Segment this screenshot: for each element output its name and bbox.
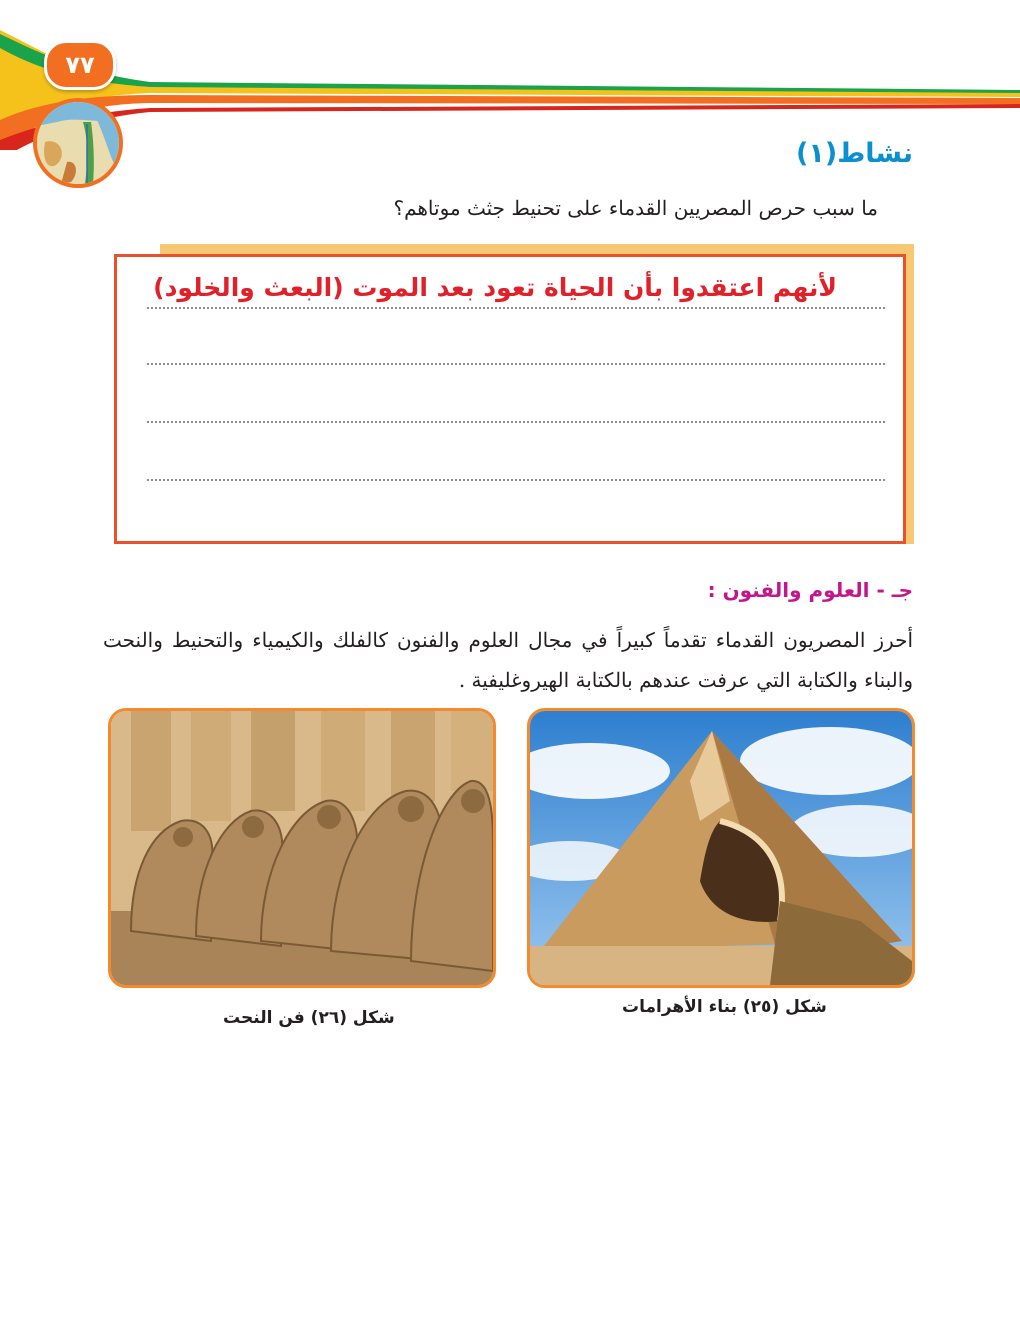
map-icon (37, 102, 119, 184)
section-title: جـ - العلوم والفنون : (707, 578, 913, 602)
header-ribbon (0, 0, 1020, 150)
dotted-line (147, 421, 885, 423)
activity-question: ما سبب حرص المصريين القدماء على تحنيط جثث موتاهم؟ (393, 196, 878, 220)
caption-figure-25: شكل (٢٥) بناء الأهرامات (622, 997, 827, 1017)
handwritten-answer: لأنهم اعتقدوا بأن الحياة تعود بعد الموت (البعث والخلود) (153, 273, 837, 302)
figure-pyramid (527, 708, 915, 988)
ram-sphinx-photo-icon (111, 711, 493, 985)
pyramid-photo-icon (530, 711, 912, 985)
dotted-line (147, 363, 885, 365)
figure-sculpture (108, 708, 496, 988)
ribbon-green (0, 34, 1020, 93)
dotted-line (147, 307, 885, 309)
dotted-line (147, 479, 885, 481)
activity-title: نشاط(١) (796, 138, 913, 169)
map-badge (33, 98, 123, 188)
page-number-badge (44, 40, 116, 90)
section-paragraph: أحرز المصريون القدماء تقدماً كبيراً في مجال العلوم والفنون كالفلك والكيمياء والتحنيط والنحت والبناء والكتابة التي عرفت عندهم بالكتابة الهيروغليفية . (103, 628, 913, 692)
answer-box (114, 254, 906, 544)
caption-figure-26: شكل (٢٦) فن النحت (223, 1008, 395, 1028)
page-number: ٧٧ (65, 51, 95, 79)
